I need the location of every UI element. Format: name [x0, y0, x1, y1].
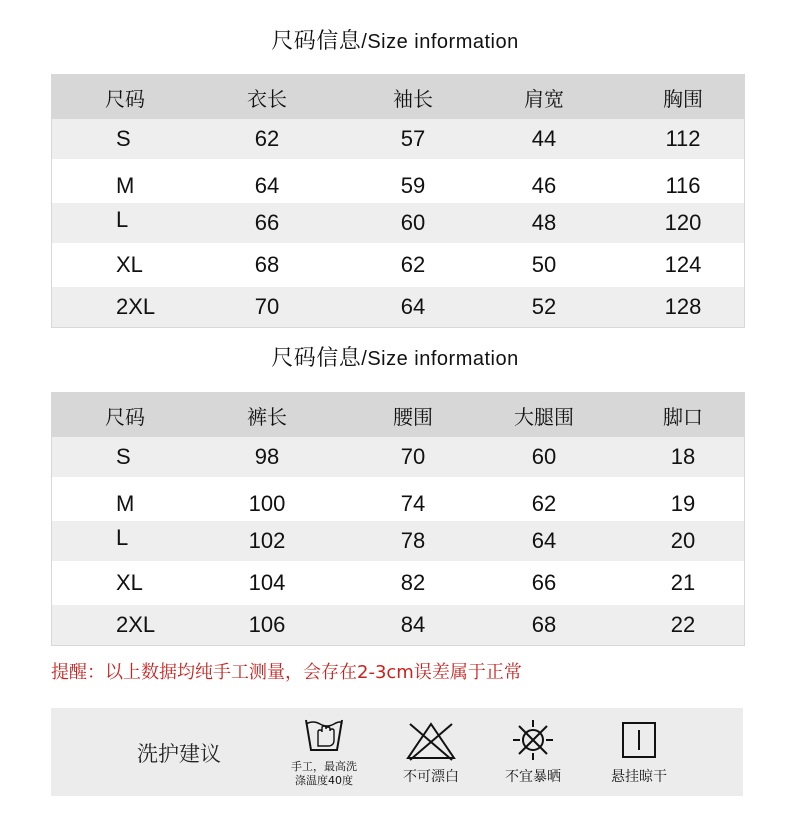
- header-cell: 腰围: [393, 404, 433, 429]
- table-cell: 68: [254, 252, 280, 277]
- header-cell: 裤长: [247, 404, 287, 429]
- top-title-en: /Size information: [361, 31, 519, 53]
- table-cell: 98: [254, 444, 280, 469]
- table-cell: 120: [664, 210, 702, 235]
- bottom-size-table: [51, 392, 745, 646]
- table-cell: 116: [665, 173, 701, 198]
- table-row: [52, 437, 744, 477]
- header-cell: 大腿围: [514, 404, 574, 429]
- bottom-title-cn: 尺码信息: [271, 346, 362, 371]
- hand-wash-icon: [302, 712, 346, 756]
- header-cell: 尺码: [105, 86, 145, 111]
- header-cell: 胸围: [663, 86, 703, 111]
- size-cell: L: [116, 525, 129, 550]
- care-title: 洗护建议: [137, 742, 221, 766]
- table-row: [52, 561, 744, 605]
- size-cell: S: [116, 444, 131, 469]
- table-row: [52, 243, 744, 287]
- table-cell: 68: [531, 612, 557, 637]
- table-cell: 50: [531, 252, 557, 277]
- header-cell: 袖长: [393, 86, 433, 111]
- measurement-note: 提醒：以上数据均纯手工测量，会存在2-3cm误差属于正常: [51, 662, 522, 683]
- table-cell: 57: [400, 126, 426, 151]
- table-cell: 44: [531, 126, 557, 151]
- size-cell: L: [116, 207, 129, 232]
- care-item-no-sun: [493, 718, 573, 786]
- table-cell: 62: [400, 252, 426, 277]
- table-cell: 124: [664, 252, 702, 277]
- header-cell: 衣长: [247, 86, 287, 111]
- table-cell: 20: [670, 528, 696, 553]
- table-cell: 60: [531, 444, 557, 469]
- care-item-hand-wash: [279, 712, 369, 788]
- top-section-title: [0, 24, 790, 55]
- table-cell: 66: [254, 210, 280, 235]
- size-cell: S: [116, 126, 131, 151]
- table-row: [52, 159, 744, 203]
- table-cell: 62: [531, 491, 557, 516]
- top-title-cn: 尺码信息: [271, 29, 362, 54]
- size-cell: XL: [116, 570, 143, 595]
- table-cell: 59: [400, 173, 426, 198]
- header-cell: 尺码: [105, 404, 145, 429]
- table-cell: 64: [254, 173, 280, 198]
- table-cell: 70: [400, 444, 426, 469]
- table-cell: 64: [531, 528, 557, 553]
- table-cell: 22: [670, 612, 696, 637]
- care-label-line1: 手工，最高洗: [291, 760, 357, 773]
- care-item-no-bleach: [391, 718, 471, 786]
- bottom-section-title: [0, 341, 790, 372]
- care-label-no-bleach: 不可漂白: [403, 769, 459, 785]
- bottom-title-en: /Size information: [361, 348, 519, 370]
- table-header-row: [52, 75, 744, 119]
- table-cell: 18: [670, 444, 696, 469]
- table-cell: 52: [531, 294, 557, 319]
- table-cell: 84: [400, 612, 426, 637]
- table-row: [52, 119, 744, 159]
- table-cell: 100: [248, 491, 286, 516]
- care-item-hang-dry: [599, 718, 679, 786]
- no-bleach-icon: [404, 718, 458, 762]
- table-cell: 82: [400, 570, 426, 595]
- size-cell: M: [116, 491, 135, 516]
- table-cell: 102: [248, 528, 286, 553]
- table-cell: 46: [531, 173, 557, 198]
- table-row: [52, 477, 744, 521]
- table-cell: 128: [664, 294, 702, 319]
- table-row: [52, 203, 744, 243]
- size-cell: 2XL: [116, 612, 156, 637]
- care-label-line2: 涤温度40度: [295, 774, 353, 787]
- table-cell: 66: [531, 570, 557, 595]
- table-cell: 104: [248, 570, 286, 595]
- table-cell: 78: [400, 528, 426, 553]
- table-cell: 60: [400, 210, 426, 235]
- size-cell: XL: [116, 252, 143, 277]
- table-cell: 106: [248, 612, 286, 637]
- table-cell: 74: [400, 491, 426, 516]
- hang-dry-icon: [619, 718, 659, 762]
- table-cell: 62: [254, 126, 280, 151]
- care-panel: [51, 708, 743, 796]
- header-cell: 脚口: [663, 404, 703, 429]
- table-cell: 21: [670, 570, 696, 595]
- table-cell: 70: [254, 294, 280, 319]
- care-label-hand-wash: [279, 760, 369, 788]
- table-row: [52, 521, 744, 561]
- table-header-row: [52, 393, 744, 437]
- size-cell: 2XL: [116, 294, 156, 319]
- table-row: [52, 605, 744, 645]
- care-label-hang-dry: 悬挂晾干: [611, 769, 667, 785]
- care-label-no-sun: 不宜暴晒: [505, 769, 561, 785]
- no-sun-icon: [511, 718, 555, 762]
- table-cell: 64: [400, 294, 426, 319]
- header-cell: 肩宽: [524, 86, 564, 111]
- table-cell: 112: [665, 126, 701, 151]
- table-cell: 48: [531, 210, 557, 235]
- size-cell: M: [116, 173, 135, 198]
- top-size-table: [51, 74, 745, 328]
- table-cell: 19: [670, 491, 696, 516]
- table-row: [52, 287, 744, 327]
